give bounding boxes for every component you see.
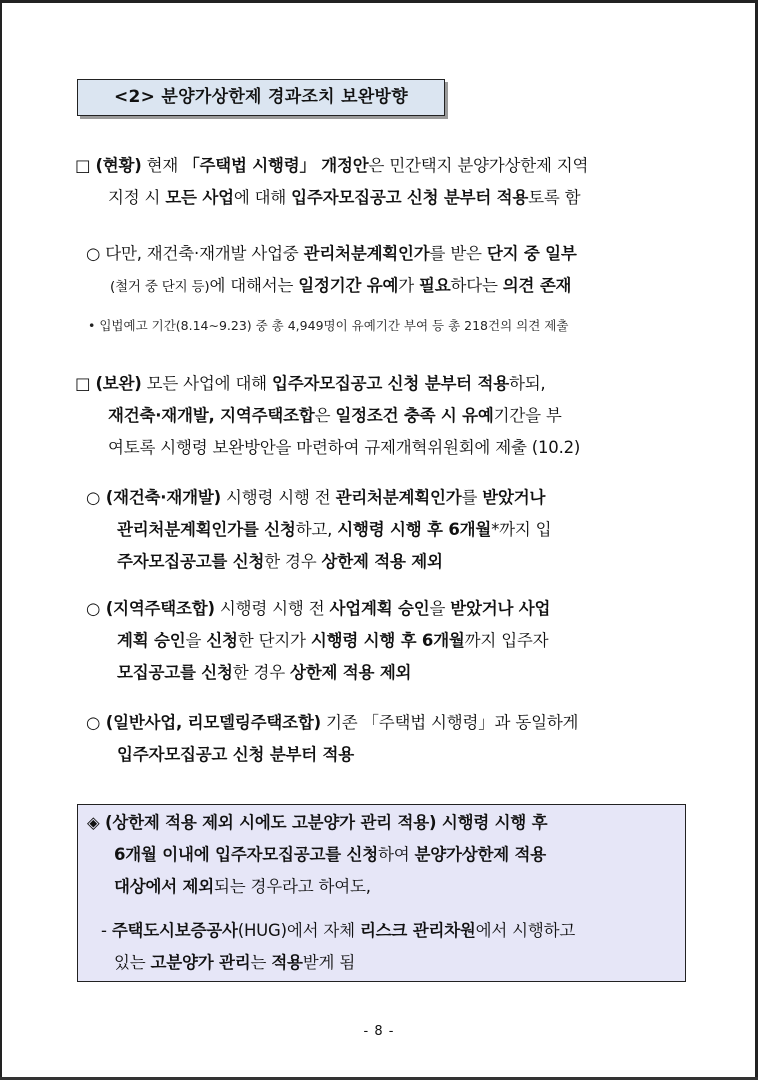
text-run: 상한제 적용 제외 [321, 552, 443, 571]
text-run: 여토록 시행령 보완방안을 마련하여 규제개혁위원회에 제출 (10.2) [108, 438, 581, 457]
info-line-5 [87, 947, 575, 979]
page-border-top [0, 0, 758, 3]
text-run: 시행령 시행 전 [220, 488, 336, 507]
text-run: 모집공고를 신청 [117, 663, 233, 682]
text-run: 토록 함 [528, 188, 581, 207]
text-run: 은 [314, 406, 336, 425]
text-run: ◈ (상한제 적용 제외 시에도 고분양가 관리 적용) [87, 813, 437, 832]
public-notice-footnote: • 입법예고 기간(8.14∼9.23) 중 총 4,949명이 유예기간 부여 등 총 218건의 의견 제출 [88, 318, 569, 333]
text-run: 「주택법 시행령」 개정안 [183, 156, 369, 175]
text-run: *까지 입 [491, 520, 552, 539]
supplement-paragraph [75, 368, 580, 464]
text-run: 에 대해서는 [209, 276, 299, 295]
text-run: ○ (일반사업, 리모델링주택조합) [86, 713, 321, 732]
status-line-2 [75, 182, 588, 214]
text-run: 일정기간 유예 [298, 276, 399, 295]
text-run: 단지 중 일부 [486, 244, 577, 263]
general-project-line-2 [86, 739, 578, 771]
text-run: 대상에서 제외 [114, 877, 214, 896]
text-run: 주자모집공고를 신청 [117, 552, 265, 571]
text-run: □ [75, 374, 96, 393]
text-run: 받게 됨 [302, 953, 356, 972]
text-run: 까지 입주자 [464, 631, 549, 650]
text-run: 받았거나 사업 [450, 599, 551, 618]
page-border-left [0, 0, 2, 1080]
text-run: 한 단지가 [237, 631, 311, 650]
text-run: 필요 [419, 276, 451, 295]
text-run: 에서 시행하고 [475, 921, 576, 940]
housing-union-line-1 [86, 593, 550, 625]
text-run: 기간을 부 [493, 406, 562, 425]
reconstruction-line-1 [86, 482, 551, 514]
text-run: ○ 다만, 재건축·재개발 사업중 [86, 244, 304, 263]
text-run: 리스크 관리차원 [359, 921, 476, 940]
text-run: 기존 「주택법 시행령」과 동일하게 [320, 713, 579, 732]
text-run: 재건축·재개발, 지역주택조합 [108, 406, 315, 425]
text-run: - [101, 921, 112, 940]
status-paragraph [75, 150, 588, 214]
info-line-4 [87, 915, 575, 947]
text-run: 시행령 시행 전 [214, 599, 330, 618]
housing-union-paragraph [86, 593, 550, 689]
text-run: 시행령 시행 후 6개월 [337, 520, 492, 539]
text-run: 있는 [114, 953, 151, 972]
text-run: 하고, [295, 520, 338, 539]
text-run: (철거 중 단지 등) [110, 279, 210, 295]
opinion-paragraph [86, 238, 577, 303]
text-run: (현황) [95, 156, 142, 175]
text-run: 한 경우 [264, 552, 322, 571]
supplement-line-1 [75, 368, 580, 400]
text-run: ○ (지역주택조합) [86, 599, 215, 618]
text-run: □ [75, 156, 96, 175]
supplement-line-3 [75, 432, 580, 464]
text-run: 가 [398, 276, 420, 295]
text-run: 은 민간택지 분양가상한제 지역 [368, 156, 589, 175]
text-run: 지정 시 [108, 188, 166, 207]
text-run: 하되, [508, 374, 546, 393]
page-number: - 8 - [363, 1024, 395, 1039]
text-run: 의견 존재 [502, 276, 572, 295]
text-run: 에 대해 [233, 188, 292, 207]
text-run: 사업계획 승인 [329, 599, 430, 618]
text-run: (보완) [95, 374, 142, 393]
text-run: 적용 [271, 953, 303, 972]
general-project-line-1 [86, 707, 578, 739]
text-run: 되는 경우라고 하여도, [213, 877, 371, 896]
info-line-2 [87, 839, 575, 871]
text-run: 는 [250, 953, 272, 972]
text-run: 신청 [206, 631, 238, 650]
text-run: 입주자모집공고 신청 분부터 적용 [271, 374, 509, 393]
reconstruction-line-2 [86, 514, 551, 546]
info-line-1 [87, 807, 575, 839]
text-run: 현재 [141, 156, 184, 175]
text-run: 하여 [378, 845, 415, 864]
text-run: 를 받은 [429, 244, 487, 263]
text-run: 받았거나 [482, 488, 546, 507]
text-run: 모든 사업에 대해 [141, 374, 272, 393]
general-project-paragraph [86, 707, 578, 771]
text-run: 계획 승인 [117, 631, 186, 650]
info-box-content [87, 807, 575, 979]
text-run: 시행령 시행 후 [436, 813, 548, 832]
text-run: 고분양가 관리 [150, 953, 251, 972]
text-run: 한 경우 [232, 663, 291, 682]
section-title: <2> 분양가상한제 경과조치 보완방향 [77, 79, 445, 116]
text-run: 하다는 [450, 276, 503, 295]
text-run: 를 [461, 488, 483, 507]
text-run: 시행령 시행 후 6개월 [310, 631, 465, 650]
text-run: 입주자모집공고 신청 분부터 적용 [117, 745, 354, 764]
text-run: 입주자모집공고를 신청 [215, 845, 379, 864]
text-run: 일정조건 충족 시 유예 [335, 406, 494, 425]
text-run: ○ (재건축·재개발) [86, 488, 221, 507]
supplement-line-2 [75, 400, 580, 432]
text-run: 관리처분계획인가를 신청 [117, 520, 296, 539]
reconstruction-line-3 [86, 546, 551, 578]
text-run: 분양가상한제 적용 [414, 845, 547, 864]
text-run: 관리처분계획인가 [303, 244, 430, 263]
text-run: 을 [429, 599, 451, 618]
info-line-3 [87, 871, 575, 903]
text-run: 을 [185, 631, 207, 650]
text-run: 6개월 이내에 [114, 845, 216, 864]
housing-union-line-2 [86, 625, 550, 657]
text-run: (HUG)에서 자체 [237, 921, 360, 940]
text-run: 관리처분계획인가 [335, 488, 462, 507]
text-run: 모든 사업 [165, 188, 234, 207]
text-run: 주택도시보증공사 [111, 921, 238, 940]
text-run: 상한제 적용 제외 [290, 663, 412, 682]
opinion-line-2 [86, 270, 577, 303]
housing-union-line-3 [86, 657, 550, 689]
text-run: 입주자모집공고 신청 분부터 적용 [291, 188, 529, 207]
status-line-1 [75, 150, 588, 182]
reconstruction-paragraph [86, 482, 551, 578]
opinion-line-1 [86, 238, 577, 270]
